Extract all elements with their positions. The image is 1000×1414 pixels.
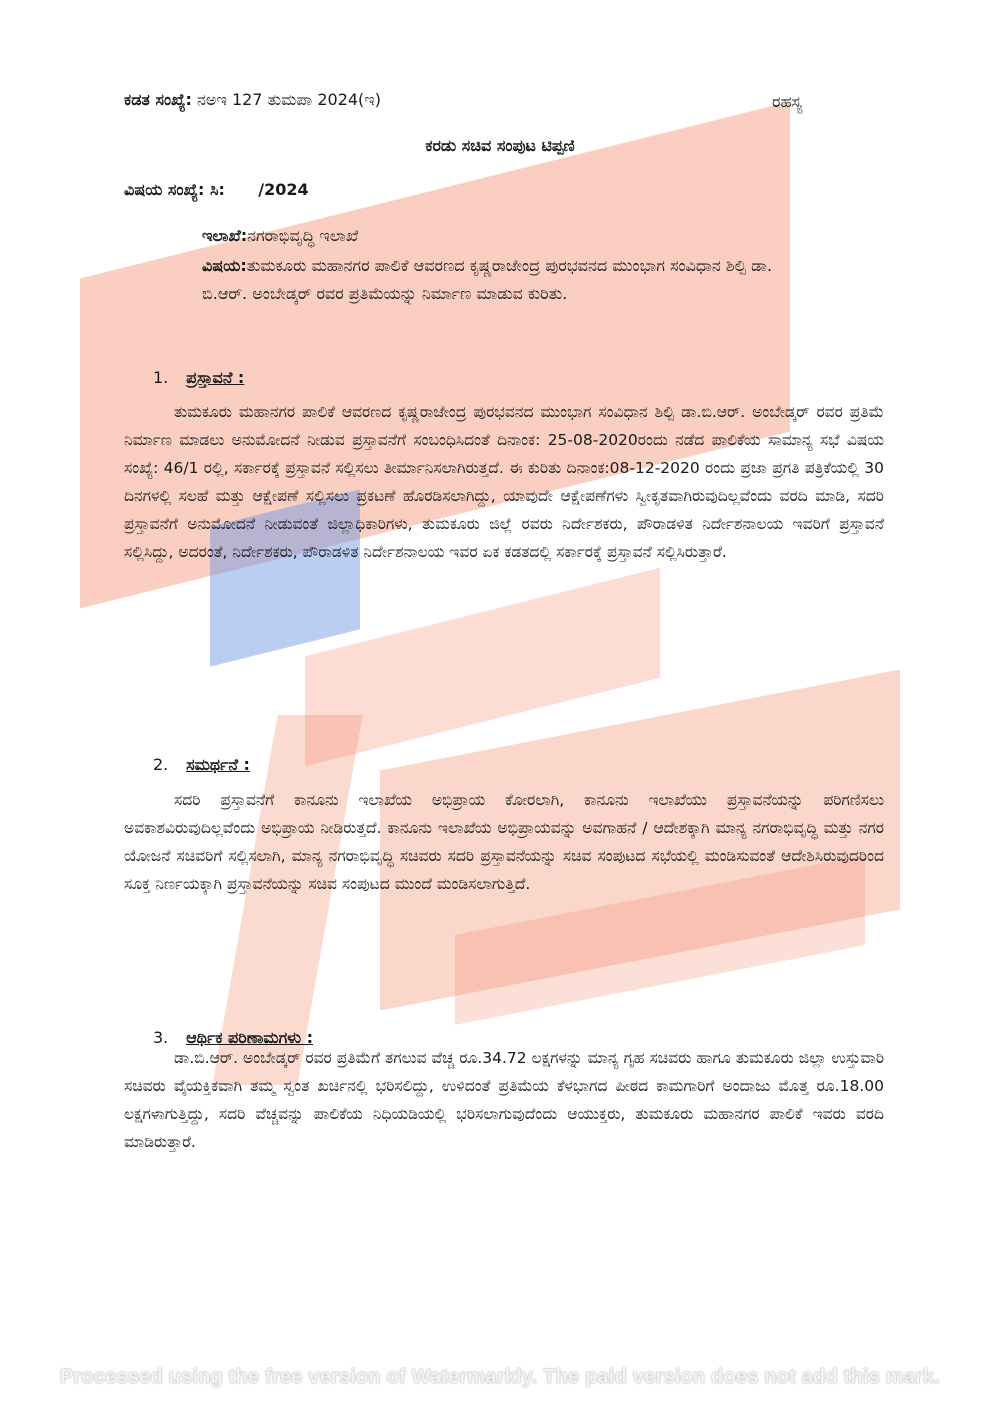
- section-number: 2.: [153, 755, 169, 774]
- subject-block: [202, 252, 816, 308]
- department-line: [202, 226, 358, 246]
- subject-label: ವಿಷಯ:: [202, 256, 247, 275]
- section-heading-2: [153, 755, 250, 775]
- subject-number: ವಿಷಯ ಸಂಖ್ಯೆ: ಸಿ: /2024: [124, 180, 309, 199]
- section-title: ಆರ್ಥಿಕ ಪರಿಣಾಮಗಳು :: [186, 1028, 314, 1047]
- section-body-3: ಡಾ.ಬಿ.ಆರ್. ಅಂಬೇಡ್ಕರ್ ರವರ ಪ್ರತಿಮೆಗೆ ತಗಲುವ ವೆಚ್ಚ ರೂ.34.72 ಲಕ್ಷಗಳನ್ನು ಮಾನ್ಯ ಗೃಹ ಸಚಿವರು ಹಾಗೂ ತುಮಕೂರು ಜಿಲ್ಲಾ ಉಸ್ತುವಾರಿ ಸಚಿವರು ವೈಯಕ್ತಿಕವಾಗಿ ತಮ್ಮ ಸ್ವಂತ ಖರ್ಚಿನಲ್ಲಿ ಭರಿಸಲಿದ್ದು, ಉಳಿದಂತೆ ಪ್ರತಿಮೆಯ ಕೆಳಭಾಗದ ಪೀಠದ ಕಾಮಗಾರಿಗೆ ಅಂದಾಜು ಮೊತ್ತ ರೂ.18.00 ಲಕ್ಷಗಳಾಗುತ್ತಿದ್ದು, ಸದರಿ ವೆಚ್ಚವನ್ನು ಪಾಲಿಕೆಯ ನಿಧಿಯಡಿಯಲ್ಲಿ ಭರಿಸಲಾಗುವುದೆಂದು ಆಯುಕ್ತರು, ತುಮಕೂರು ಮಹಾನಗರ ಪಾಲಿಕೆ ಇವರು ವರದಿ ಮಾಡಿರುತ್ತಾರೆ.: [124, 1049, 884, 1151]
- subject-value: ತುಮಕೂರು ಮಹಾನಗರ ಪಾಲಿಕೆ ಆವರಣದ ಕೃಷ್ಣರಾಜೇಂದ್ರ ಪುರಭವನದ ಮುಂಭಾಗ ಸಂವಿಧಾನ ಶಿಲ್ಪಿ ಡಾ. ಬಿ.ಆರ್. ಅಂಬೇಡ್ಕರ್ ರವರ ಪ್ರತಿಮೆಯನ್ನು ನಿರ್ಮಾಣ ಮಾಡುವ ಕುರಿತು.: [202, 256, 773, 303]
- section-body-1: ತುಮಕೂರು ಮಹಾನಗರ ಪಾಲಿಕೆ ಆವರಣದ ಕೃಷ್ಣರಾಜೇಂದ್ರ ಪುರಭವನದ ಮುಂಭಾಗ ಸಂವಿಧಾನ ಶಿಲ್ಪಿ ಡಾ.ಬಿ.ಆರ್. ಅಂಬೇಡ್ಕರ್ ರವರ ಪ್ರತಿಮೆ ನಿರ್ಮಾಣ ಮಾಡಲು ಅನುಮೋದನೆ ನೀಡುವ ಪ್ರಸ್ತಾವನೆಗೆ ಸಂಬಂಧಿಸಿದಂತೆ ದಿನಾಂಕ: 25-08-2020ರಂದು ನಡೆದ ಪಾಲಿಕೆಯ ಸಾಮಾನ್ಯ ಸಭೆ ವಿಷಯ ಸಂಖ್ಯೆ: 46/1 ರಲ್ಲಿ, ಸರ್ಕಾರಕ್ಕೆ ಪ್ರಸ್ತಾವನೆ ಸಲ್ಲಿಸಲು ತೀರ್ಮಾನಿಸಲಾಗಿರುತ್ತದೆ. ಈ ಕುರಿತು ದಿನಾಂಕ:08-12-2020 ರಂದು ಪ್ರಜಾ ಪ್ರಗತಿ ಪತ್ರಿಕೆಯಲ್ಲಿ 30 ದಿನಗಳಲ್ಲಿ ಸಲಹೆ ಮತ್ತು ಆಕ್ಷೇಪಣೆ ಸಲ್ಲಿಸಲು ಪ್ರಕಟಣೆ ಹೊರಡಿಸಲಾಗಿದ್ದು, ಯಾವುದೇ ಆಕ್ಷೇಪಣೆಗಳು ಸ್ವೀಕೃತವಾಗಿರುವುದಿಲ್ಲವೆಂದು ವರದಿ ಮಾಡಿ, ಸದರಿ ಪ್ರಸ್ತಾವನೆಗೆ ಅನುಮೋದನೆ ನೀಡುವಂತೆ ಜಿಲ್ಲಾಧಿಕಾರಿಗಳು, ತುಮಕೂರು ಜಿಲ್ಲೆ ರವರು ನಿರ್ದೇಶಕರು, ಪೌರಾಡಳಿತ ನಿರ್ದೇಶನಾಲಯ ಇವರಿಗೆ ಪ್ರಸ್ತಾವನೆ ಸಲ್ಲಿಸಿದ್ದು, ಅದರಂತೆ, ನಿರ್ದೇಶಕರು, ಪೌರಾಡಳಿತ ನಿರ್ದೇಶನಾಲಯ ಇವರ ಏಕ ಕಡತದಲ್ಲಿ ಸರ್ಕಾರಕ್ಕೆ ಪ್ರಸ್ತಾವನೆ ಸಲ್ಲಿಸಿರುತ್ತಾರೆ.: [124, 403, 884, 561]
- file-reference-label: ಕಡತ ಸಂಖ್ಯೆ:: [124, 90, 192, 109]
- section-body-2: ಸದರಿ ಪ್ರಸ್ತಾವನೆಗೆ ಕಾನೂನು ಇಲಾಖೆಯ ಅಭಿಪ್ರಾಯ ಕೋರಲಾಗಿ, ಕಾನೂನು ಇಲಾಖೆಯು ಪ್ರಸ್ತಾವನೆಯನ್ನು ಪರಿಗಣಿಸಲು ಅವಕಾಶವಿರುವುದಿಲ್ಲವೆಂದು ಅಭಿಪ್ರಾಯ ನೀಡಿರುತ್ತದೆ. ಕಾನೂನು ಇಲಾಖೆಯ ಅಭಿಪ್ರಾಯವನ್ನು ಅವಗಾಹನೆ / ಆದೇಶಕ್ಕಾಗಿ ಮಾನ್ಯ ನಗರಾಭಿವೃದ್ಧಿ ಮತ್ತು ನಗರ ಯೋಜನೆ ಸಚಿವರಿಗೆ ಸಲ್ಲಿಸಲಾಗಿ, ಮಾನ್ಯ ನಗರಾಭಿವೃದ್ಧಿ ಸಚಿವರು ಸದರಿ ಪ್ರಸ್ತಾವನೆಯನ್ನು ಸಚಿವ ಸಂಪುಟದ ಸಭೆಯಲ್ಲಿ ಮಂಡಿಸುವಂತೆ ಆದೇಶಿಸಿರುವುದರಿಂದ ಸೂಕ್ತ ನಿರ್ಣಯಕ್ಕಾಗಿ ಪ್ರಸ್ತಾವನೆಯನ್ನು ಸಚಿವ ಸಂಪುಟದ ಮುಂದೆ ಮಂಡಿಸಲಾಗುತ್ತಿದೆ.: [124, 791, 884, 893]
- section-number: 3.: [153, 1028, 169, 1047]
- department-label: ಇಲಾಖೆ:: [202, 226, 248, 245]
- file-reference: [124, 90, 381, 110]
- section-title: ಸಮರ್ಥನೆ :: [186, 755, 250, 774]
- document-title: ಕರಡು ಸಚಿವ ಸಂಪುಟ ಟಿಪ್ಪಣಿ: [425, 136, 575, 155]
- section-heading-1: [153, 368, 244, 388]
- classification-label: ರಹಸ್ಯ: [772, 92, 803, 111]
- watermark-text: Processed using the free version of Watermarkly. The paid version does not add this mark.: [59, 1366, 941, 1388]
- section-title: ಪ್ರಸ್ತಾವನೆ :: [186, 368, 245, 387]
- department-value: ನಗರಾಭಿವೃದ್ಧಿ ಇಲಾಖೆ: [247, 226, 359, 245]
- file-reference-value: ನಅಇ 127 ತುಮಪಾ 2024(ಇ): [197, 90, 381, 109]
- section-number: 1.: [153, 368, 169, 387]
